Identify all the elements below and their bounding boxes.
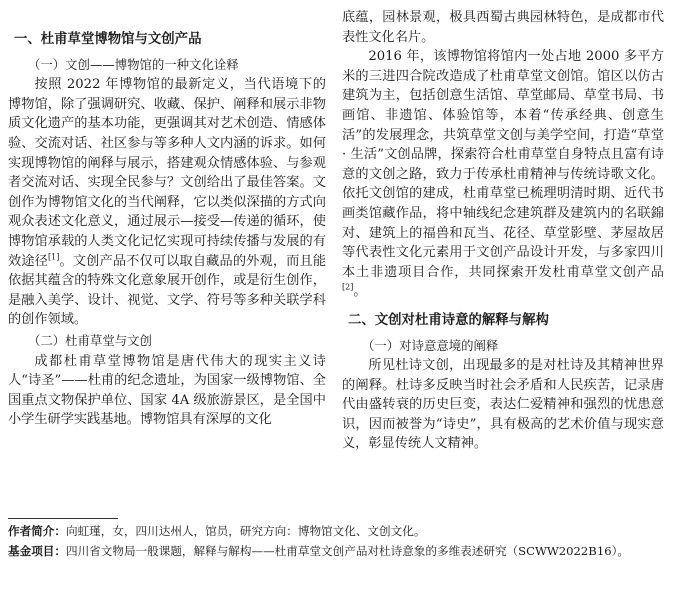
subsection-title-1-2: （二）杜甫草堂与文创: [28, 332, 152, 348]
section-title-2: 二、文创对杜甫诗意的解释与解构: [348, 312, 549, 328]
paragraph-text: 按照 2022 年博物馆的最新定义，当代语境下的博物馆，除了强调研究、收藏、保护、阐释和展示非物质文化遗产的基本功能，更强调其对艺术创造、情感体验、交流对话、社区参与等多种人文内涵的诉求。如何实现博物馆的阐释与展示，搭建观众情感体验、与参观者交流对话、实现全民参与？文创给出了最佳答案。文创作为博物馆文化的当代阐释，它以类似深描的方式向观众表述文化意义，通过展示—接受—传递的循环，使博物馆承载的人类文化记忆实现可持续传播与发展的有效途径: [8, 77, 326, 269]
paragraph-tail: 。: [353, 284, 367, 300]
section-title-1: 一、杜甫草堂博物馆与文创产品: [14, 32, 202, 47]
paragraph-museum-definition: [8, 75, 326, 330]
footnote-fund-label: 基金项目：: [8, 544, 66, 558]
paragraph-tail: 。: [59, 253, 73, 269]
paragraph-dufu-museum-intro: 成都杜甫草堂博物馆是唐代伟大的现实主义诗人“诗圣”——杜甫的纪念遗址，为国家一级博物馆、全国重点文物保护单位、国家 4A 级旅游景区，是全国中小学生研学实践基地。博物馆具有深厚的文化: [8, 353, 326, 428]
citation-ref-1: [1]: [48, 252, 60, 262]
footnote-fund: [8, 542, 668, 560]
paragraph-poetry-interpretation: 所见杜诗文创，出现最多的是对杜诗及其精神世界的阐释。杜诗多反映当时社会矛盾和人民疾苦，记录唐代由盛转衰的历史巨变，表达仁爱精神和强烈的忧患意识，因而被誉为“诗史”，具有极高的艺术价值与现实意义，彰显传统人文精神。: [342, 358, 664, 452]
subsection-title-2-1: （一）对诗意意境的阐释: [362, 337, 499, 353]
footnote-author: [8, 522, 668, 540]
right-column: [342, 8, 664, 454]
footnote-rule: [8, 518, 118, 519]
footnote-fund-text: 四川省文物局一般课题，解释与解构——杜甫草堂文创产品对杜诗意象的多维表述研究（SCWW2022B16）。: [65, 544, 629, 558]
paragraph-cultural-center: [342, 47, 664, 302]
left-column: [8, 8, 326, 430]
footnote-author-text: 向虹瑾，女，四川达州人，馆员，研究方向：博物馆文化、文创文化。: [65, 524, 426, 538]
paragraph-text: 2016 年，该博物馆将馆内一处占地 2000 多平方米的三进四合院改造成了杜甫草堂文创馆。馆区以仿古建筑为主，包括创意生活馆、草堂邮局、草堂书局、书画馆、非遗馆、体验馆等，本着“传承经典、创意生活”的发展理念，共筑草堂文创与美学空间，打造“草堂 · 生活”文创品牌，探索符合杜甫草堂自身特点且富有诗意的文创之路，致力于传承杜甫精神与传统诗歌文化。依托文创馆的建成，杜甫草堂已梳理明清时期、近代书画类馆藏作品，将中轴线纪念建筑群及建筑内的名联錦对、建筑上的福兽和瓦当、花径、草堂影壁、茅屋故居等代表性文化元素用于文创产品设计开发，与多家四川本土非遗项目合作，共同探索开发杜甫草堂文创产品: [342, 49, 664, 280]
paragraph-text-continued: 文创产品不仅可以取自藏品的外观，而且能依据其蕴含的特殊文化意象展开创作，或是衍生创作，是融入美学、设计、视觉、文学、符号等多种关联学科的创作领域。: [8, 253, 327, 328]
footnote-author-label: 作者简介：: [8, 524, 66, 538]
paragraph-continued: 底蕴，园林景观，极具西蜀古典园林特色，是成都市代表性文化名片。: [342, 10, 664, 45]
citation-ref-2: [2]: [342, 282, 354, 292]
subsection-title-1-1: （一）文创——博物馆的一种文化诠释: [28, 56, 239, 72]
